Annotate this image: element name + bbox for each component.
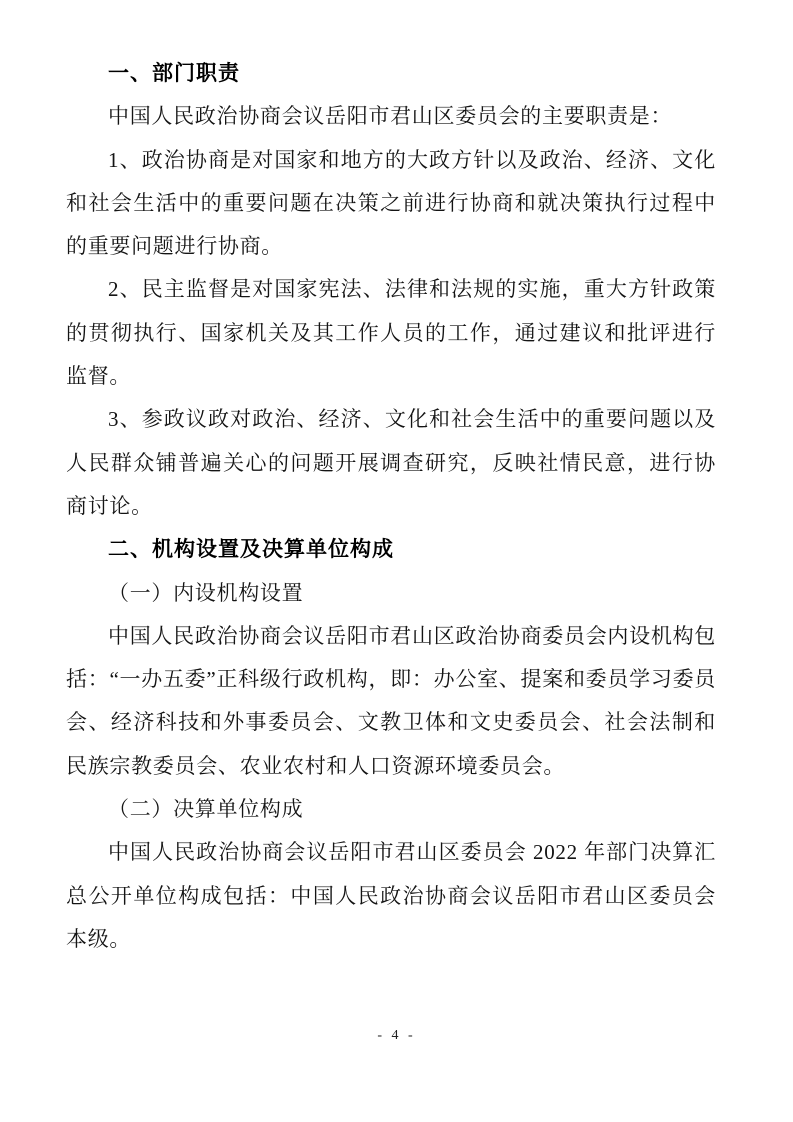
paragraph-final-accounts-units-detail: 中国人民政治协商会议岳阳市君山区委员会 2022 年部门决算汇总公开单位构成包括：中国人民政治协商会议岳阳市君山区委员会本级。 <box>66 840 716 951</box>
paragraph-duty-1-political-consultation: 1、政治协商是对国家和地方的大政方针以及政治、经济、文化和社会生活中的重要问题在决策之前进行协商和就决策执行过程中的重要问题进行协商。 <box>66 147 716 259</box>
subheading-final-accounts-units: （二）决算单位构成 <box>108 797 304 822</box>
subheading-internal-organization: （一）内设机构设置 <box>108 580 304 605</box>
paragraph-main-duties-intro: 中国人民政治协商会议岳阳市君山区委员会的主要职责是： <box>108 104 673 129</box>
paragraph-duty-3-participation-in-politics: 3、参政议政对政治、经济、文化和社会生活中的重要问题以及人民群众铺普遍关心的问题开展调查研究，反映社情民意，进行协商讨论。 <box>66 407 716 518</box>
section-heading-organization-setup: 二、机构设置及决算单位构成 <box>108 537 394 562</box>
paragraph-internal-organization-detail: 中国人民政治协商会议岳阳市君山区政治协商委员会内设机构包括：“一办五委”正科级行政机构，即：办公室、提案和委员学习委员会、经济科技和外事委员会、文教卫体和文史委员会、社会法制和民族宗教委员会、农业农村和人口资源环境委员会。 <box>66 623 716 778</box>
page-number: - 4 - <box>377 1028 416 1043</box>
section-heading-department-duties: 一、部门职责 <box>108 61 240 85</box>
document-body <box>66 52 716 961</box>
paragraph-duty-2-democratic-supervision: 2、民主监督是对国家宪法、法律和法规的实施，重大方针政策的贯彻执行、国家机关及其工作人员的工作，通过建议和批评进行监督。 <box>66 277 716 389</box>
